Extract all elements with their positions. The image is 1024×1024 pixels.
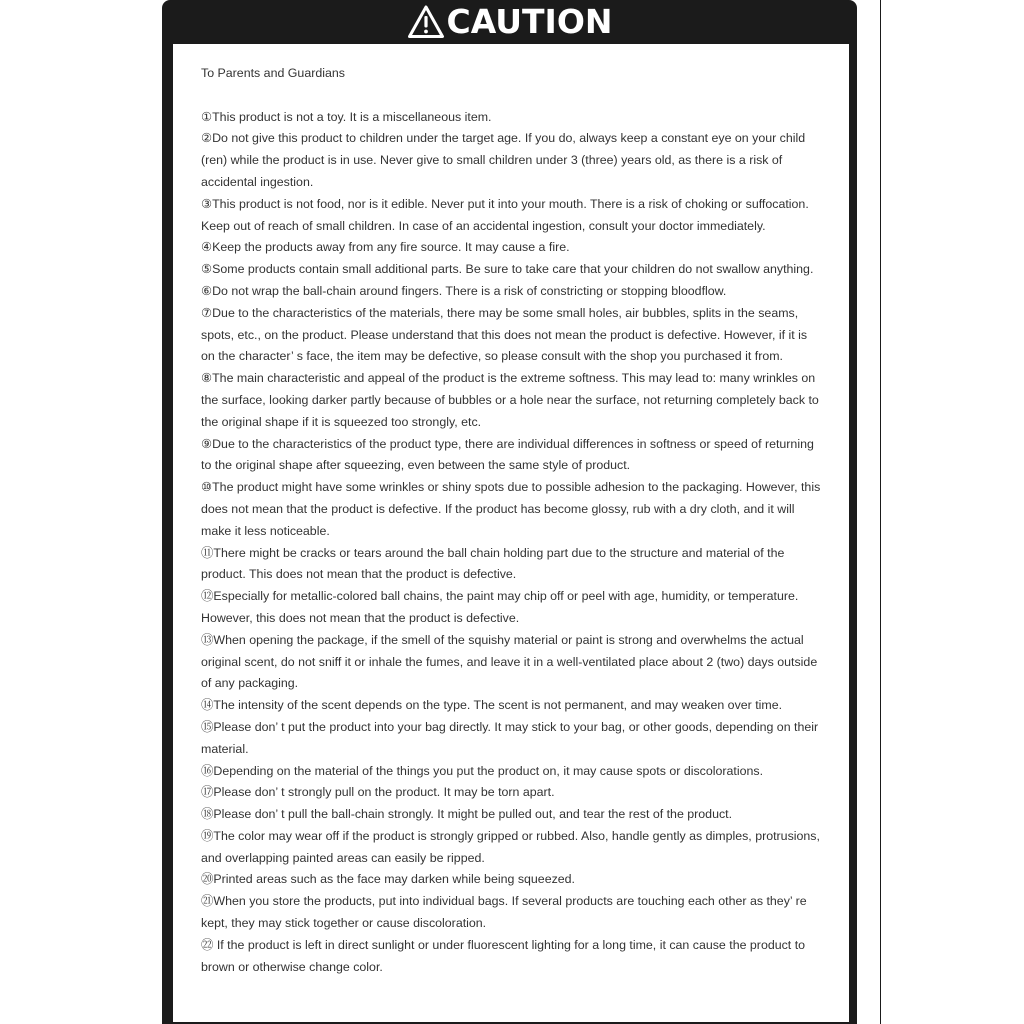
- notice-item-14: ⑭The intensity of the scent depends on the type. The scent is not permanent, and may weaken over time.: [201, 698, 783, 713]
- notice-salutation: To Parents and Guardians: [201, 66, 345, 80]
- notice-item-13: ⑬When opening the package, if the smell of the squishy material or paint is strong and overwhelms the actual original scent, do not sniff it or inhale the fumes, and leave it in a well-ventilated place about 2 (two) days outside of any packaging.: [201, 632, 818, 691]
- notice-item-9: ⑨Due to the characteristics of the product type, there are individual differences in softness or speed of returning to the original shape after squeezing, even between the same style of product.: [201, 436, 814, 473]
- notice-item-15: ⑮Please don’ t put the product into your bag directly. It may stick to your bag, or other goods, depending on their material.: [201, 719, 819, 756]
- notice-item-6: ⑥Do not wrap the ball-chain around fingers. There is a risk of constricting or stopping bloodflow.: [201, 283, 727, 298]
- notice-item-5: ⑤Some products contain small additional parts. Be sure to take care that your children do not swallow anything.: [201, 262, 814, 277]
- notice-item-10: ⑩The product might have some wrinkles or shiny spots due to possible adhesion to the packaging. However, this does not mean that the product is defective. If the product has become glossy, rub with a dry cloth, and it will make it less noticeable.: [201, 480, 821, 538]
- notice-item-2: ②Do not give this product to children under the target age. If you do, always keep a constant eye on your child (ren) while the product is in use. Never give to small children under 3 (three) years old, as there is a risk of accidental ingestion.: [201, 131, 806, 189]
- caution-title: CAUTION: [446, 2, 613, 41]
- notice-item-21: ㉑When you store the products, put into individual bags. If several products are touching each other as they’ re kept, they may stick together or cause discoloration.: [201, 894, 807, 931]
- notice-item-12: ⑫Especially for metallic-colored ball chains, the paint may chip off or peel with age, humidity, or temperature. However, this does not mean that the product is defective.: [201, 589, 799, 625]
- notice-item-1: ①This product is not a toy. It is a miscellaneous item.: [201, 109, 492, 124]
- notice-item-3: ③This product is not food, nor is it edible. Never put it into your mouth. There is a risk of choking or suffocation. Keep out of reach of small children. In case of an accidental ingestion, consult your doctor immediately.: [201, 196, 809, 233]
- warning-triangle-icon: [407, 4, 445, 40]
- notice-item-20: ⑳Printed areas such as the face may darken while being squeezed.: [201, 872, 575, 887]
- notice-item-16: ⑯Depending on the material of the things you put the product on, it may cause spots or discolorations.: [201, 763, 764, 778]
- notice-item-18: ⑱Please don’ t pull the ball-chain strongly. It might be pulled out, and tear the rest of the product.: [201, 807, 733, 822]
- caution-header: [162, 0, 857, 44]
- notice-item-8: ⑧The main characteristic and appeal of the product is the extreme softness. This may lead to: many wrinkles on the surface, looking darker partly because of bubbles or a hole near the surface, not returning completely back to the original shape if it is squeezed too strongly, etc.: [201, 371, 819, 429]
- notice-item-11: ⑪There might be cracks or tears around the ball chain holding part due to the structure and material of the product. This does not mean that the product is defective.: [201, 545, 785, 582]
- caution-panel: [162, 0, 857, 1024]
- notice-item-7: ⑦Due to the characteristics of the materials, there may be some small holes, air bubbles, splits in the seams, spots, etc., on the product. Please understand that this does not mean the product is defective. However, if it is on the character’ s face, the item may be defective, so please consult with the shop you purchased it from.: [201, 305, 808, 364]
- notice-item-17: ⑰Please don’ t strongly pull on the product. It may be torn apart.: [201, 785, 555, 800]
- notice-body: [173, 44, 849, 1022]
- notice-item-4: ④Keep the products away from any fire source. It may cause a fire.: [201, 240, 570, 255]
- notice-item-22: ㉒ If the product is left in direct sunlight or under fluorescent lighting for a long time, it can cause the product to brown or otherwise change color.: [201, 937, 806, 974]
- page-edge-divider: [880, 0, 881, 1024]
- notice-item-19: ⑲The color may wear off if the product is strongly gripped or rubbed. Also, handle gently as dimples, protrusions, and overlapping painted areas can easily be ripped.: [201, 828, 820, 865]
